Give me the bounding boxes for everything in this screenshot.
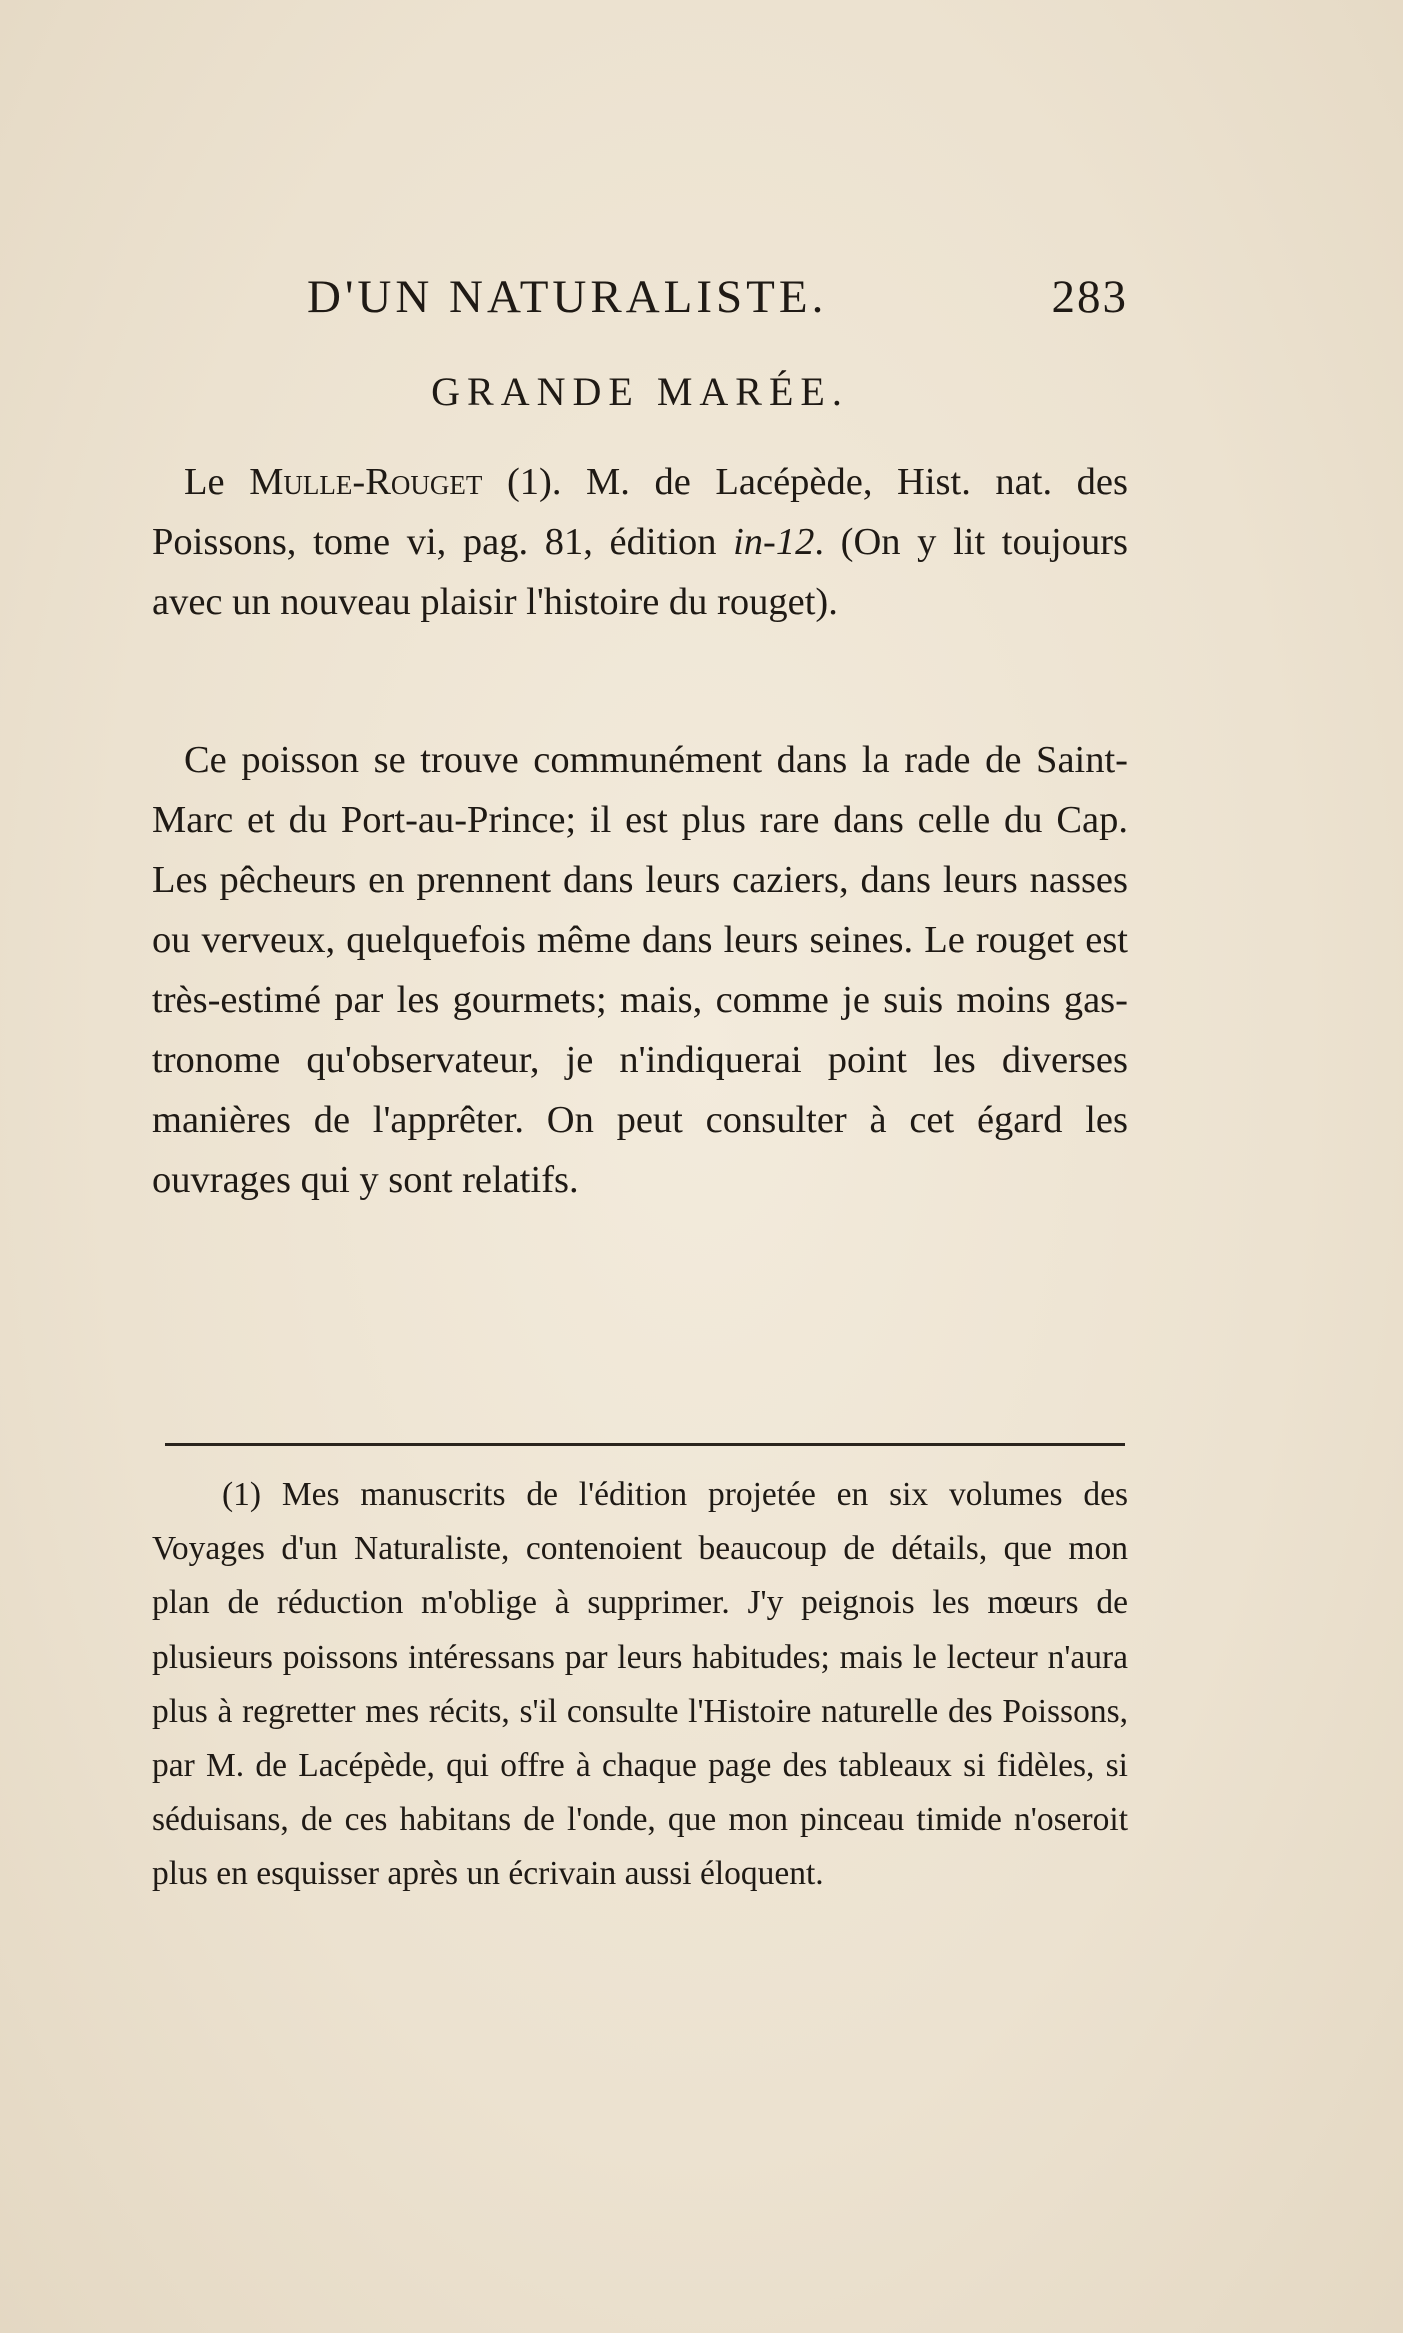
reference-citation: (1). M. de Lacépède, Hist. nat. des Poissons, tome vi, pag. 81, édition — [152, 461, 1128, 563]
footnote — [152, 1468, 1128, 1902]
running-title: D'UN NATURALISTE. — [307, 271, 828, 323]
section-title: GRANDE MARÉE. — [431, 369, 849, 414]
reference-paragraph — [152, 452, 1128, 632]
footnote-text: (1) Mes manuscrits de l'édition projetée en six volumes des Voyages d'un Naturaliste, contenoient beaucoup de détails, que mon plan de réduction m'oblige à supprimer. J'y peignois les mœurs de plusieurs poissons intéressans par leurs habitudes; mais le lecteur n'aura plus à regretter mes récits, s'il consulte l'Histoire naturelle des Poissons, par M. de Lacépède, qui offre à chaque page des tableaux si fidèles, si séduisans, de ces habitans de l'onde, que mon pinceau timide n'oseroit plus en esquisser après un écrivain aussi éloquent. — [152, 1476, 1128, 1893]
reference-tail: . (On y lit toujours avec un nouveau plaisir l'histoire du rouget). — [152, 521, 1128, 623]
main-paragraph-text: Ce poisson se trouve communément dans la rade de Saint-Marc et du Port-au-Prince; il est plus rare dans celle du Cap. Les pêcheurs en prennent dans leurs caziers, dans leurs nasses ou verveux, quelquefois même dans leurs seines. Le rouget est très-estimé par les gourmets; mais, comme je suis moins gastronome qu'observateur, je n'indiquerai point les diverses manières de l'apprêter. On peut consulter à cet égard les ouvrages qui y sont relatifs. — [152, 739, 1128, 1201]
main-paragraph — [152, 730, 1128, 1210]
reference-lead: Le — [184, 461, 250, 503]
book-format: in-12 — [733, 521, 815, 563]
running-head — [152, 262, 1128, 332]
footnote-divider — [165, 1443, 1125, 1446]
page-number: 283 — [1051, 271, 1128, 323]
reference-paragraph-text — [152, 452, 1128, 632]
species-name: Mulle-Rouget — [249, 461, 483, 503]
